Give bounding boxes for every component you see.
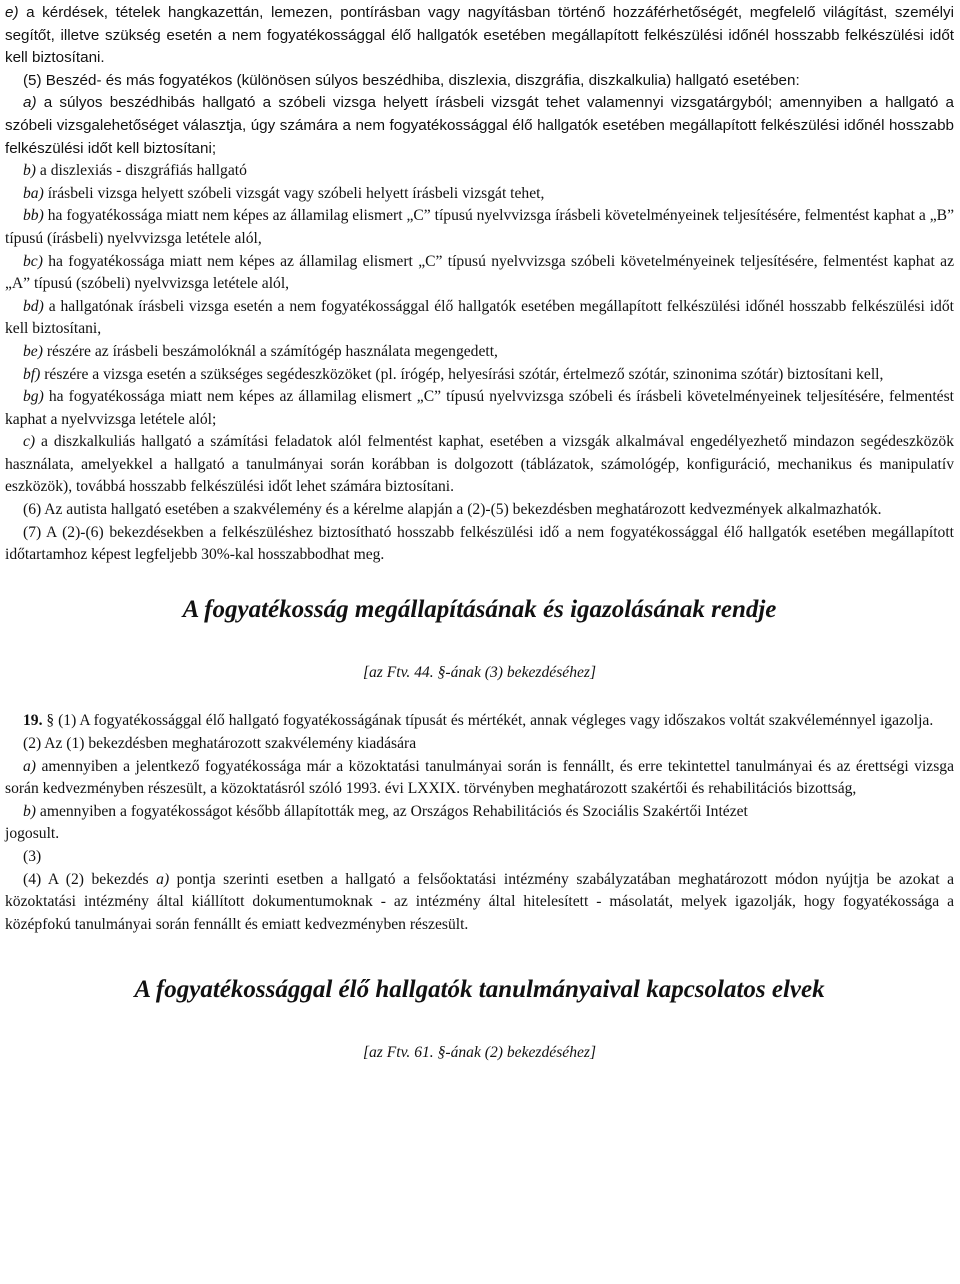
item-marker: b): [23, 802, 36, 820]
item-marker: ba): [23, 184, 44, 202]
paragraph-5-be: [5, 341, 954, 364]
paragraph-text: ha fogyatékossága miatt nem képes az államilag elismert „C” típusú nyelvvizsga írásbeli követelményeinek teljesítésére, felmentést kaphat a „B” típusú (írásbeli) nyelvvizsga letétele alól,: [5, 207, 954, 247]
paragraph-jogosult: [5, 823, 954, 846]
paragraph-text: ha fogyatékossága miatt nem képes az államilag elismert „C” típusú nyelvvizsga szóbeli követelményeinek teljesítésére, felmentést kaphat az „A” típusú (szóbeli) nyelvvizsga letétele alól,: [5, 252, 954, 293]
item-marker: bd): [23, 297, 44, 315]
paragraph-19-1: [5, 710, 954, 733]
paragraph-5-bb: [5, 205, 954, 250]
paragraph-5-bf: [5, 364, 954, 387]
paragraph-text: (6) Az autista hallgató esetében a szakvélemény és a kérelme alapján a (2)-(5) bekezdésben meghatározott kedvezmények alkalmazhatók.: [23, 501, 882, 519]
paragraph-text: (7) A (2)-(6) bekezdésekben a felkészüléshez biztosítható hosszabb felkészülési idő a nem fogyatékossággal élő hallgatók esetében megállapított időtartamhoz képest legfeljebb 30%-kal hosszabbodhat meg.: [5, 523, 954, 564]
item-marker: bc): [23, 252, 43, 270]
section-title: A fogyatékosság megállapításának és igazolásának rendje: [182, 595, 777, 623]
paragraph-text: a hallgatónak írásbeli vizsga esetén a nem fogyatékossággal élő hallgatók esetében megállapított felkészülési időnél hosszabb felkészülési időt kell biztosítani,: [5, 297, 954, 338]
paragraph-5-bc: [5, 251, 954, 296]
paragraph-text: amennyiben a fogyatékosságot később állapították meg, az Országos Rehabilitációs és Szociális Szakértői Intézet: [36, 802, 748, 820]
paragraph-19-2-a: [5, 756, 954, 801]
paragraph-text: a diszkalkuliás hallgató a számítási feladatok alól felmentést kaphat, esetében a vizsgák alkalmával engedélyezhető mindazon segédeszközök használata, amelyekkel a hallgató a tanulmányai során korábban is dolgozott (táblázatok, számológép, konfiguráció, mechanikus és manipulatív eszközök), továbbá hosszabb felkészülési időt lehet számára biztosítani.: [5, 433, 954, 496]
paragraph-text: amennyiben a jelentkező fogyatékossága már a közoktatási tanulmányai során is fennállt, és erre tekintettel tanulmányai és az érettségi vizsga során kedvezményben részesült, a közoktatásról szóló 1993. évi LXXIX. törvényben meghatározott szakértői és rehabilitációs bizottság,: [5, 757, 954, 798]
item-marker: c): [23, 433, 36, 451]
paragraph-5-ba: [5, 183, 954, 206]
item-marker: e): [5, 4, 19, 21]
paragraph-text: a kérdések, tételek hangkazettán, lemezen, pontírásban vagy nagyításban történő hozzáférhetőségét, megfelelő világítást, személyi segítőt, illetve szükség esetén a nem fogyatékossággal élő hallgatók esetében megállapított felkészülési időnél hosszabb felkészülési időt kell biztosítani.: [5, 4, 954, 67]
paragraph-text: (4) A (2) bekezdés: [23, 870, 157, 888]
paragraph-19-2: [5, 733, 954, 756]
paragraph-text: részére az írásbeli beszámolóknál a számítógép használata megengedett,: [42, 342, 498, 360]
section-title: A fogyatékossággal élő hallgatók tanulmányaival kapcsolatos elvek: [134, 976, 825, 1004]
item-marker: bf): [23, 365, 41, 383]
item-marker: bb): [23, 207, 44, 225]
paragraph-6: [5, 499, 954, 522]
item-marker: bg): [23, 388, 44, 406]
item-marker: a): [23, 757, 36, 775]
paragraph-text: írásbeli vizsga helyett szóbeli vizsgát vagy szóbeli helyett írásbeli vizsgát tehet,: [43, 184, 545, 202]
paragraph-19-2-b: [5, 801, 954, 824]
section-number: 19.: [23, 712, 43, 730]
paragraph-text: pontja szerinti esetben a hallgató a felsőoktatási intézmény szabályzatában meghatározott módon nyújtja be azokat a közoktatási intézmény által kiállított dokumentumoknak - az intézmény által hitelesített - másolatát, melyek igazolják, hogy fogyatékossága a középfokú tanulmányai során fennállt és emiatt kedvezményben részesült.: [5, 870, 954, 933]
paragraph-text: a diszlexiás - diszgráfiás hallgató: [36, 162, 247, 180]
paragraph-text: jogosult.: [5, 825, 60, 843]
paragraph-text: (2) Az (1) bekezdésben meghatározott szakvélemény kiadására: [23, 735, 417, 753]
item-marker: be): [23, 342, 43, 360]
item-marker: a): [156, 870, 170, 888]
paragraph-7: [5, 522, 954, 567]
paragraph-5-b: [5, 160, 954, 183]
paragraph-text: § (1) A fogyatékossággal élő hallgató fogyatékosságának típusát és mértékét, annak végleges vagy időszakos voltát szakvéleménnyel igazolja.: [42, 712, 934, 730]
paragraph-19-3: [5, 846, 954, 869]
paragraph-5-c: [5, 431, 954, 499]
paragraph-text: a súlyos beszédhibás hallgató a szóbeli vizsga helyett írásbeli vizsgát tehet valamennyi vizsgatárgyból; amennyiben a hallgató a szóbeli vizsgalehetőséget választja, úgy számára a nem fogyatékossággal élő hallgatók esetében megállapított felkészülési időnél hosszabb felkészülési időt kell biztosítani;: [5, 94, 954, 157]
paragraph-19-4: [5, 869, 954, 937]
paragraph-e: [5, 2, 954, 70]
section-reference: [az Ftv. 61. §-ának (2) bekezdéséhez]: [362, 1044, 597, 1062]
paragraph-text: ha fogyatékossága miatt nem képes az államilag elismert „C” típusú nyelvvizsga szóbeli és írásbeli követelményeinek teljesítésére, felmentést kaphat a nyelvvizsga letétele alól;: [5, 388, 954, 428]
upper-block: [5, 2, 954, 160]
paragraph-5-bg: [5, 386, 954, 431]
paragraph-5-a: [5, 92, 954, 160]
section-reference: [az Ftv. 44. §-ának (3) bekezdéséhez]: [362, 663, 597, 681]
item-marker: b): [23, 162, 36, 180]
paragraph-5-bd: [5, 296, 954, 341]
paragraph-text: (3): [23, 848, 42, 865]
item-marker: a): [23, 94, 37, 112]
paragraph-text: (5) Beszéd- és más fogyatékos (különösen súlyos beszédhiba, diszlexia, diszgráfia, diszkalkulia) hallgató esetében:: [23, 71, 800, 89]
paragraph-5: [5, 70, 954, 93]
paragraph-text: részére a vizsga esetén a szükséges segédeszközöket (pl. írógép, helyesírási szótár, értelmező szótár, szinonima szótár) biztosítani kell,: [40, 365, 884, 383]
